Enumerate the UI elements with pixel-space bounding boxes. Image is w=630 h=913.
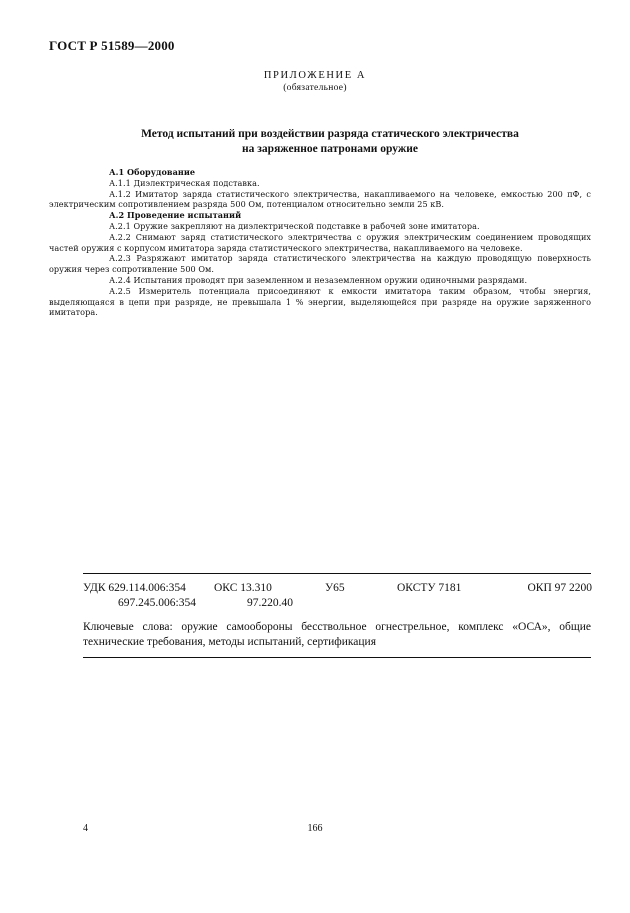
oks-code [214,581,293,611]
clause-a2-3: А.2.3 Разряжают имитатор заряда статистического электричества на каждую проводящую поверхность оружия через сопротивление 500 Ом. [49,253,591,275]
udk-line2: 697.245.006:354 [118,597,196,609]
section-a1-heading: А.1 Оборудование [109,167,196,177]
page-number-center: 166 [307,823,323,834]
oks-line2: 97.220.40 [247,597,293,609]
clause-a1-1: А.1.1 Диэлектрическая подставка. [109,177,260,188]
u65-code: У65 [325,582,345,594]
udk-code [83,581,196,611]
appendix-heading [0,70,630,94]
method-title [60,127,600,157]
udk-line1: УДК 629.114.006:354 [83,582,186,594]
document-body [49,167,591,318]
method-title-line2: на заряженное патронами оружие [242,143,418,155]
clause-a2-5: А.2.5 Измеритель потенциала присоединяют к емкости имитатора таким образом, чтобы энергия, выделяющаяся в цепи при разряде, не превышала 1 % энергии, выделяющейся при разряде на оружие заряженного имитатора. [49,285,591,318]
appendix-title: ПРИЛОЖЕНИЕ А [263,70,367,81]
page-number-left: 4 [83,823,88,834]
top-divider [83,573,591,574]
keywords: Ключевые слова: оружие самообороны бесствольное огнестрельное, комплекс «ОСА», общие технические требования, методы испытаний, сертификация [83,621,591,648]
clause-a2-2: А.2.2 Снимают заряд статистического электричества с оружия электрическим соединением проводящих частей оружия с корпусом имитатора заряда статистического электричества, накапливаемого на человеке. [49,231,591,253]
okp-code: ОКП 97 2200 [527,582,592,594]
method-title-line1: Метод испытаний при воздействии разряда статического электричества [141,128,519,140]
clause-a1-2: А.1.2 Имитатор заряда статистического электричества, накапливаемого на человеке, емкостью 200 пФ, с электрическим сопротивлением разряда 500 Ом, потенциалом относительно земли 25 кВ. [49,188,591,210]
section-a2-heading: А.2 Проведение испытаний [109,210,242,221]
okstu-code: ОКСТУ 7181 [397,582,462,594]
clause-a2-1: А.2.1 Оружие закрепляют на диэлектрической подставке в рабочей зоне имитатора. [109,220,480,231]
appendix-type: (обязательное) [283,83,347,93]
bottom-divider [83,657,591,658]
standard-id: ГОСТ Р 51589—2000 [49,38,175,53]
oks-line1: ОКС 13.310 [214,582,272,594]
clause-a2-4: А.2.4 Испытания проводят при заземленном и незаземленном оружии одиночными разрядами. [109,274,528,285]
